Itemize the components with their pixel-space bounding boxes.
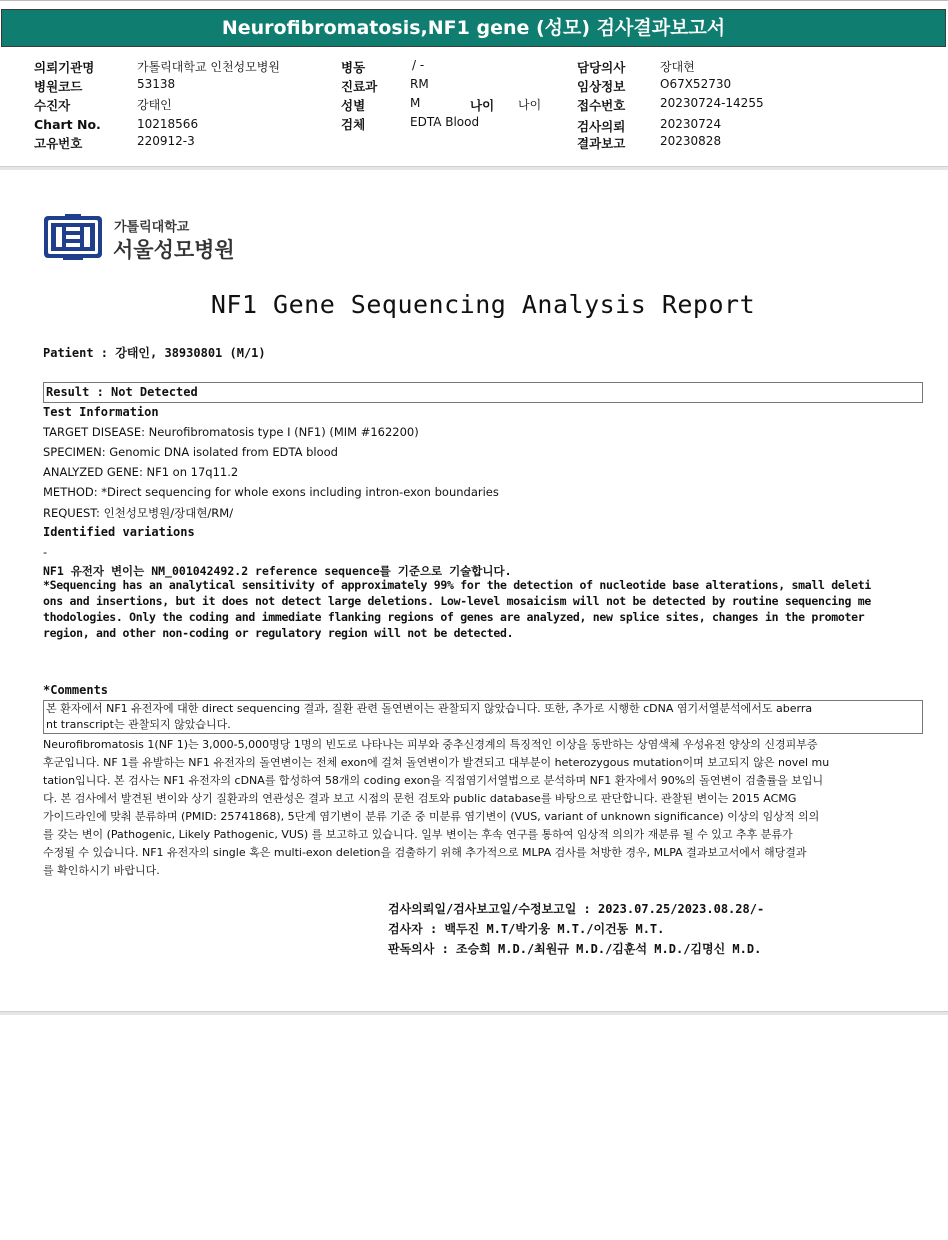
info-label: 검체	[341, 117, 366, 132]
header-divider	[0, 166, 948, 170]
info-label: 담당의사	[577, 60, 626, 75]
info-label: 의뢰기관명	[34, 60, 95, 75]
info-value-age: 나이	[518, 98, 542, 112]
report-header-title: Neurofibromatosis,NF1 gene (성모) 검사결과보고서	[1, 9, 946, 47]
info-label: Chart No.	[34, 117, 101, 132]
info-label: 성별	[341, 98, 366, 113]
comments-body-line: 후군입니다. NF 1를 유발하는 NF1 유전자의 돌연변이는 전체 exon에 걸쳐 돌연변이가 발견되고 대부분이 heterozygous mutation이며 보고되지 않은 novel mu	[43, 756, 830, 769]
info-label: 접수번호	[577, 98, 626, 113]
target-disease: TARGET DISEASE: Neurofibromatosis type I (NF1) (MIM #162200)	[43, 425, 419, 439]
method: METHOD: *Direct sequencing for whole exons including intron-exon boundaries	[43, 485, 499, 499]
result-text: Result : Not Detected	[46, 385, 198, 399]
info-label: 진료과	[341, 79, 378, 94]
logo-text-university: 가톨릭대학교	[114, 220, 190, 235]
comments-body-line: 를 갖는 변이 (Pathogenic, Likely Pathogenic, VUS) 를 보고하고 있습니다. 일부 변이는 후속 연구를 통하여 임상적 의의가 재분류 될 수 있고 추후 분류가	[43, 828, 793, 841]
comments-body-line: tation입니다. 본 검사는 NF1 유전자의 cDNA를 합성하여 58개의 coding exon을 직접염기서열법으로 분석하며 NF1 환자에서 90%의 돌연변이 검출률을 보입니	[43, 774, 824, 787]
catholic-university-emblem-icon	[43, 214, 105, 262]
comments-body	[43, 736, 829, 880]
info-label: 병동	[341, 60, 366, 75]
comments-body-line: Neurofibromatosis 1(NF 1)는 3,000-5,000명당 1명의 빈도로 나타나는 피부와 중추신경계의 특징적인 이상을 동반하는 상염색체 우성유전 양상의 신경피부증	[43, 738, 818, 751]
info-value-ward: / -	[412, 58, 425, 72]
identified-variations-heading: Identified variations	[43, 525, 195, 539]
info-value-referring-institution: 가톨릭대학교 인천성모병원	[137, 60, 280, 74]
info-label: 임상정보	[577, 79, 626, 94]
comments-box-line: nt transcript는 관찰되지 않았습니다.	[46, 718, 231, 731]
info-value-report-date: 20230828	[660, 134, 722, 148]
info-value-hospital-code: 53138	[137, 77, 176, 91]
info-value-specimen: EDTA Blood	[410, 115, 480, 129]
info-value-physician: 장대현	[660, 60, 695, 74]
info-value-unique-no: 220912-3	[137, 134, 195, 148]
info-value-patient-name: 강태인	[137, 98, 172, 112]
test-info-heading: Test Information	[43, 405, 159, 419]
report-dates: 검사의뢰일/검사보고일/수정보고일 : 2023.07.25/2023.08.28/-	[388, 902, 765, 916]
comments-box	[43, 700, 923, 734]
sensitivity-paragraph	[43, 577, 871, 641]
request: REQUEST: 인천성모병원/장대현/RM/	[43, 506, 234, 520]
info-value-chart-no: 10218566	[137, 117, 199, 131]
sensitivity-line: *Sequencing has an analytical sensitivity of approximately 99% for the detection of nucleotide base alterations, small deleti	[43, 578, 871, 592]
hospital-logo	[43, 214, 243, 262]
info-value-accession-no: 20230724-14255	[660, 96, 764, 110]
info-label: 수진자	[34, 98, 71, 113]
analyzed-gene: ANALYZED GENE: NF1 on 17q11.2	[43, 465, 239, 479]
info-value-department: RM	[410, 77, 429, 91]
specimen: SPECIMEN: Genomic DNA isolated from EDTA blood	[43, 445, 338, 459]
info-value-request-date: 20230724	[660, 117, 722, 131]
sensitivity-line: ons and insertions, but it does not detect large deletions. Low-level mosaicism will not be detected by routine sequencing me	[43, 594, 871, 608]
footer-divider	[0, 1011, 948, 1015]
comments-body-line: 다. 본 검사에서 발견된 변이와 상기 질환과의 연관성은 결과 보고 시점의 문헌 검토와 public database를 바탕으로 판단합니다. 관찰된 변이는 2015 ACMG	[43, 792, 797, 805]
comments-heading: *Comments	[43, 683, 109, 697]
reference-note: NF1 유전자 변이는 NM_001042492.2 reference sequence를 기준으로 기술합니다.	[43, 564, 512, 578]
logo-text-hospital: 서울성모병원	[113, 238, 235, 262]
interpreting-physicians: 판독의사 : 조승희 M.D./최원규 M.D./김훈석 M.D./김명신 M.D.	[388, 942, 762, 956]
comments-body-line: 수정될 수 있습니다. NF1 유전자의 single 혹은 multi-exon deletion을 검출하기 위해 추가적으로 MLPA 검사를 처방한 경우, MLPA 결과보고서에서 해당결과	[43, 846, 807, 859]
info-label: 결과보고	[577, 136, 626, 151]
comments-body-line: 가이드라인에 맞춰 분류하며 (PMID: 25741868), 5단계 염기변이 분류 기준 중 미분류 염기변이 (VUS, variant of unknown significance) 이상의 임상적 의의	[43, 810, 820, 823]
testers: 검사자 : 백두진 M.T/박기웅 M.T./이건동 M.T.	[388, 922, 665, 936]
info-label: 병원코드	[34, 79, 83, 94]
info-value-clinical-info: O67X52730	[660, 77, 732, 91]
info-label: 고유번호	[34, 136, 83, 151]
sensitivity-line: thodologies. Only the coding and immediate flanking regions of genes are analyzed, new splice sites, changes in the promoter	[43, 610, 865, 624]
patient-line: Patient : 강태인, 38930801 (M/1)	[43, 346, 266, 360]
comments-box-text	[46, 701, 812, 733]
result-box	[43, 382, 923, 403]
comments-box-line: 본 환자에서 NF1 유전자에 대한 direct sequencing 결과, 질환 관련 돌연변이는 관찰되지 않았습니다. 또한, 추가로 시행한 cDNA 염기서열분석에서도 aberra	[46, 702, 813, 715]
identified-variations-value: -	[43, 545, 48, 559]
info-label: 나이	[470, 98, 495, 113]
info-value-sex: M	[410, 96, 421, 110]
report-title: NF1 Gene Sequencing Analysis Report	[210, 290, 756, 319]
sensitivity-line: region, and other non-coding or regulatory region will not be detected.	[43, 626, 514, 640]
comments-body-line: 를 확인하시기 바랍니다.	[43, 864, 160, 877]
info-label: 검사의뢰	[577, 119, 626, 134]
